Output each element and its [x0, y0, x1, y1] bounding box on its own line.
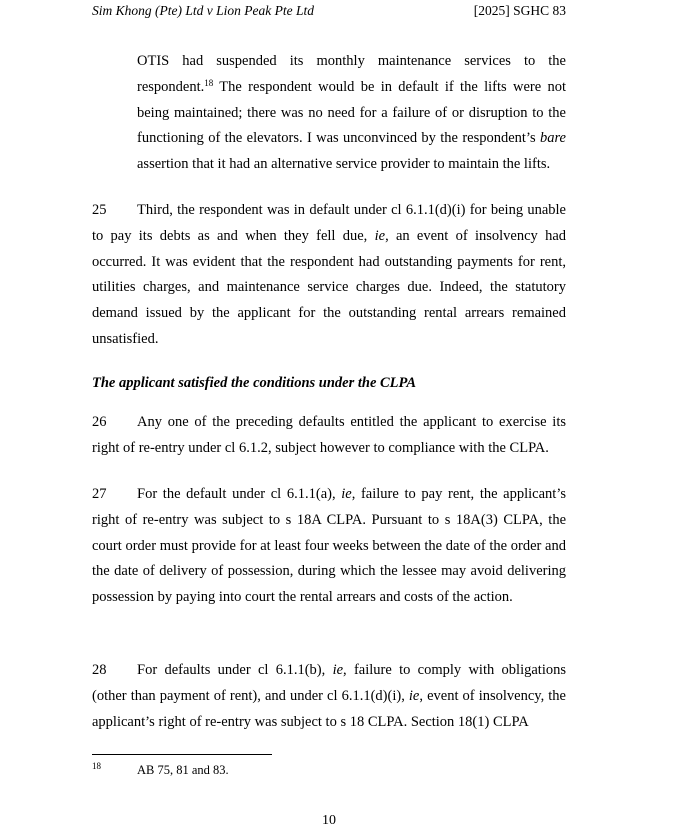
footnote-text: AB 75, 81 and 83. [137, 763, 229, 777]
header-case-name: Sim Khong (Pte) Ltd v Lion Peak Pte Ltd [92, 3, 314, 18]
paragraph-number: 28 [92, 662, 107, 678]
paragraph-28-text-2: , failure to comply with obligations (other than payment of rent), and under cl 6.1.1(d)(i), [92, 662, 566, 704]
footnote-divider [92, 754, 272, 755]
paragraph-25-text-1: Third, the respondent was in default under cl 6.1.1(d)(i) for being unable to pay its debts as and when they fell due, [92, 202, 566, 244]
footnote-number: 18 [92, 761, 101, 771]
paragraph-27-text-2: , failure to pay rent, the applicant’s right of re-entry was subject to s 18A CLPA. Pursuant to s 18A(3) CLPA, the court order must provide for at least four weeks between the date of the order and the date of delivery of possession, during which the lessee may avoid delivering possession by paying into court the rental arrears and costs of the action. [92, 486, 566, 606]
paragraph-27-ie: ie [341, 486, 352, 502]
paragraph-28-text-1: For defaults under cl 6.1.1(b), [137, 662, 333, 678]
section-heading: The applicant satisfied the conditions under the CLPA [92, 375, 416, 391]
paragraph-number: 25 [92, 202, 107, 218]
quote-text-3: assertion that it had an alternative service provider to maintain the lifts. [137, 156, 551, 173]
running-header [92, 3, 566, 21]
header-citation: [2025] SGHC 83 [473, 3, 566, 18]
paragraph-number: 26 [92, 414, 107, 430]
paragraph-26-text: Any one of the preceding defaults entitled the applicant to exercise its right of re-entry under cl 6.1.2, subject however to compliance with the CLPA. [92, 414, 566, 456]
paragraph-27-text-1: For the default under cl 6.1.1(a), [137, 486, 342, 502]
footnote-ref-18[interactable]: 18 [204, 77, 214, 88]
paragraph-26 [92, 410, 566, 462]
paragraph-28-ie-2: ie [408, 687, 420, 704]
quote-text-1: OTIS had suspended its monthly maintenance services to the respondent. [137, 53, 566, 95]
paragraph-number: 27 [92, 486, 107, 502]
paragraph-28 [92, 658, 566, 735]
paragraph-25 [92, 198, 566, 353]
paragraph-28-ie-1: ie [332, 662, 344, 678]
quote-text-2: The respondent would be in default if the lifts were not being maintained; there was no need for a failure of or disruption to the functioning of the elevators. I was unconvinced by the respondent’s [137, 78, 566, 147]
page-number: 10 [322, 813, 336, 828]
quoted-paragraph [137, 49, 566, 178]
paragraph-28-text-3: , event of insolvency, the applicant’s right of re-entry was subject to s 18 CLPA. Section 18(1) CLPA [92, 687, 566, 730]
quote-emphasis: bare [539, 130, 566, 147]
paragraph-25-ie: ie [374, 227, 386, 244]
paragraph-25-text-2: , an event of insolvency had occurred. It was evident that the respondent had outstanding payments for rent, utilities charges, and maintenance service charges due. Indeed, the statutory demand issued by the applicant for the outstanding rental arrears remained unsatisfied. [92, 227, 567, 347]
paragraph-27 [92, 482, 566, 611]
